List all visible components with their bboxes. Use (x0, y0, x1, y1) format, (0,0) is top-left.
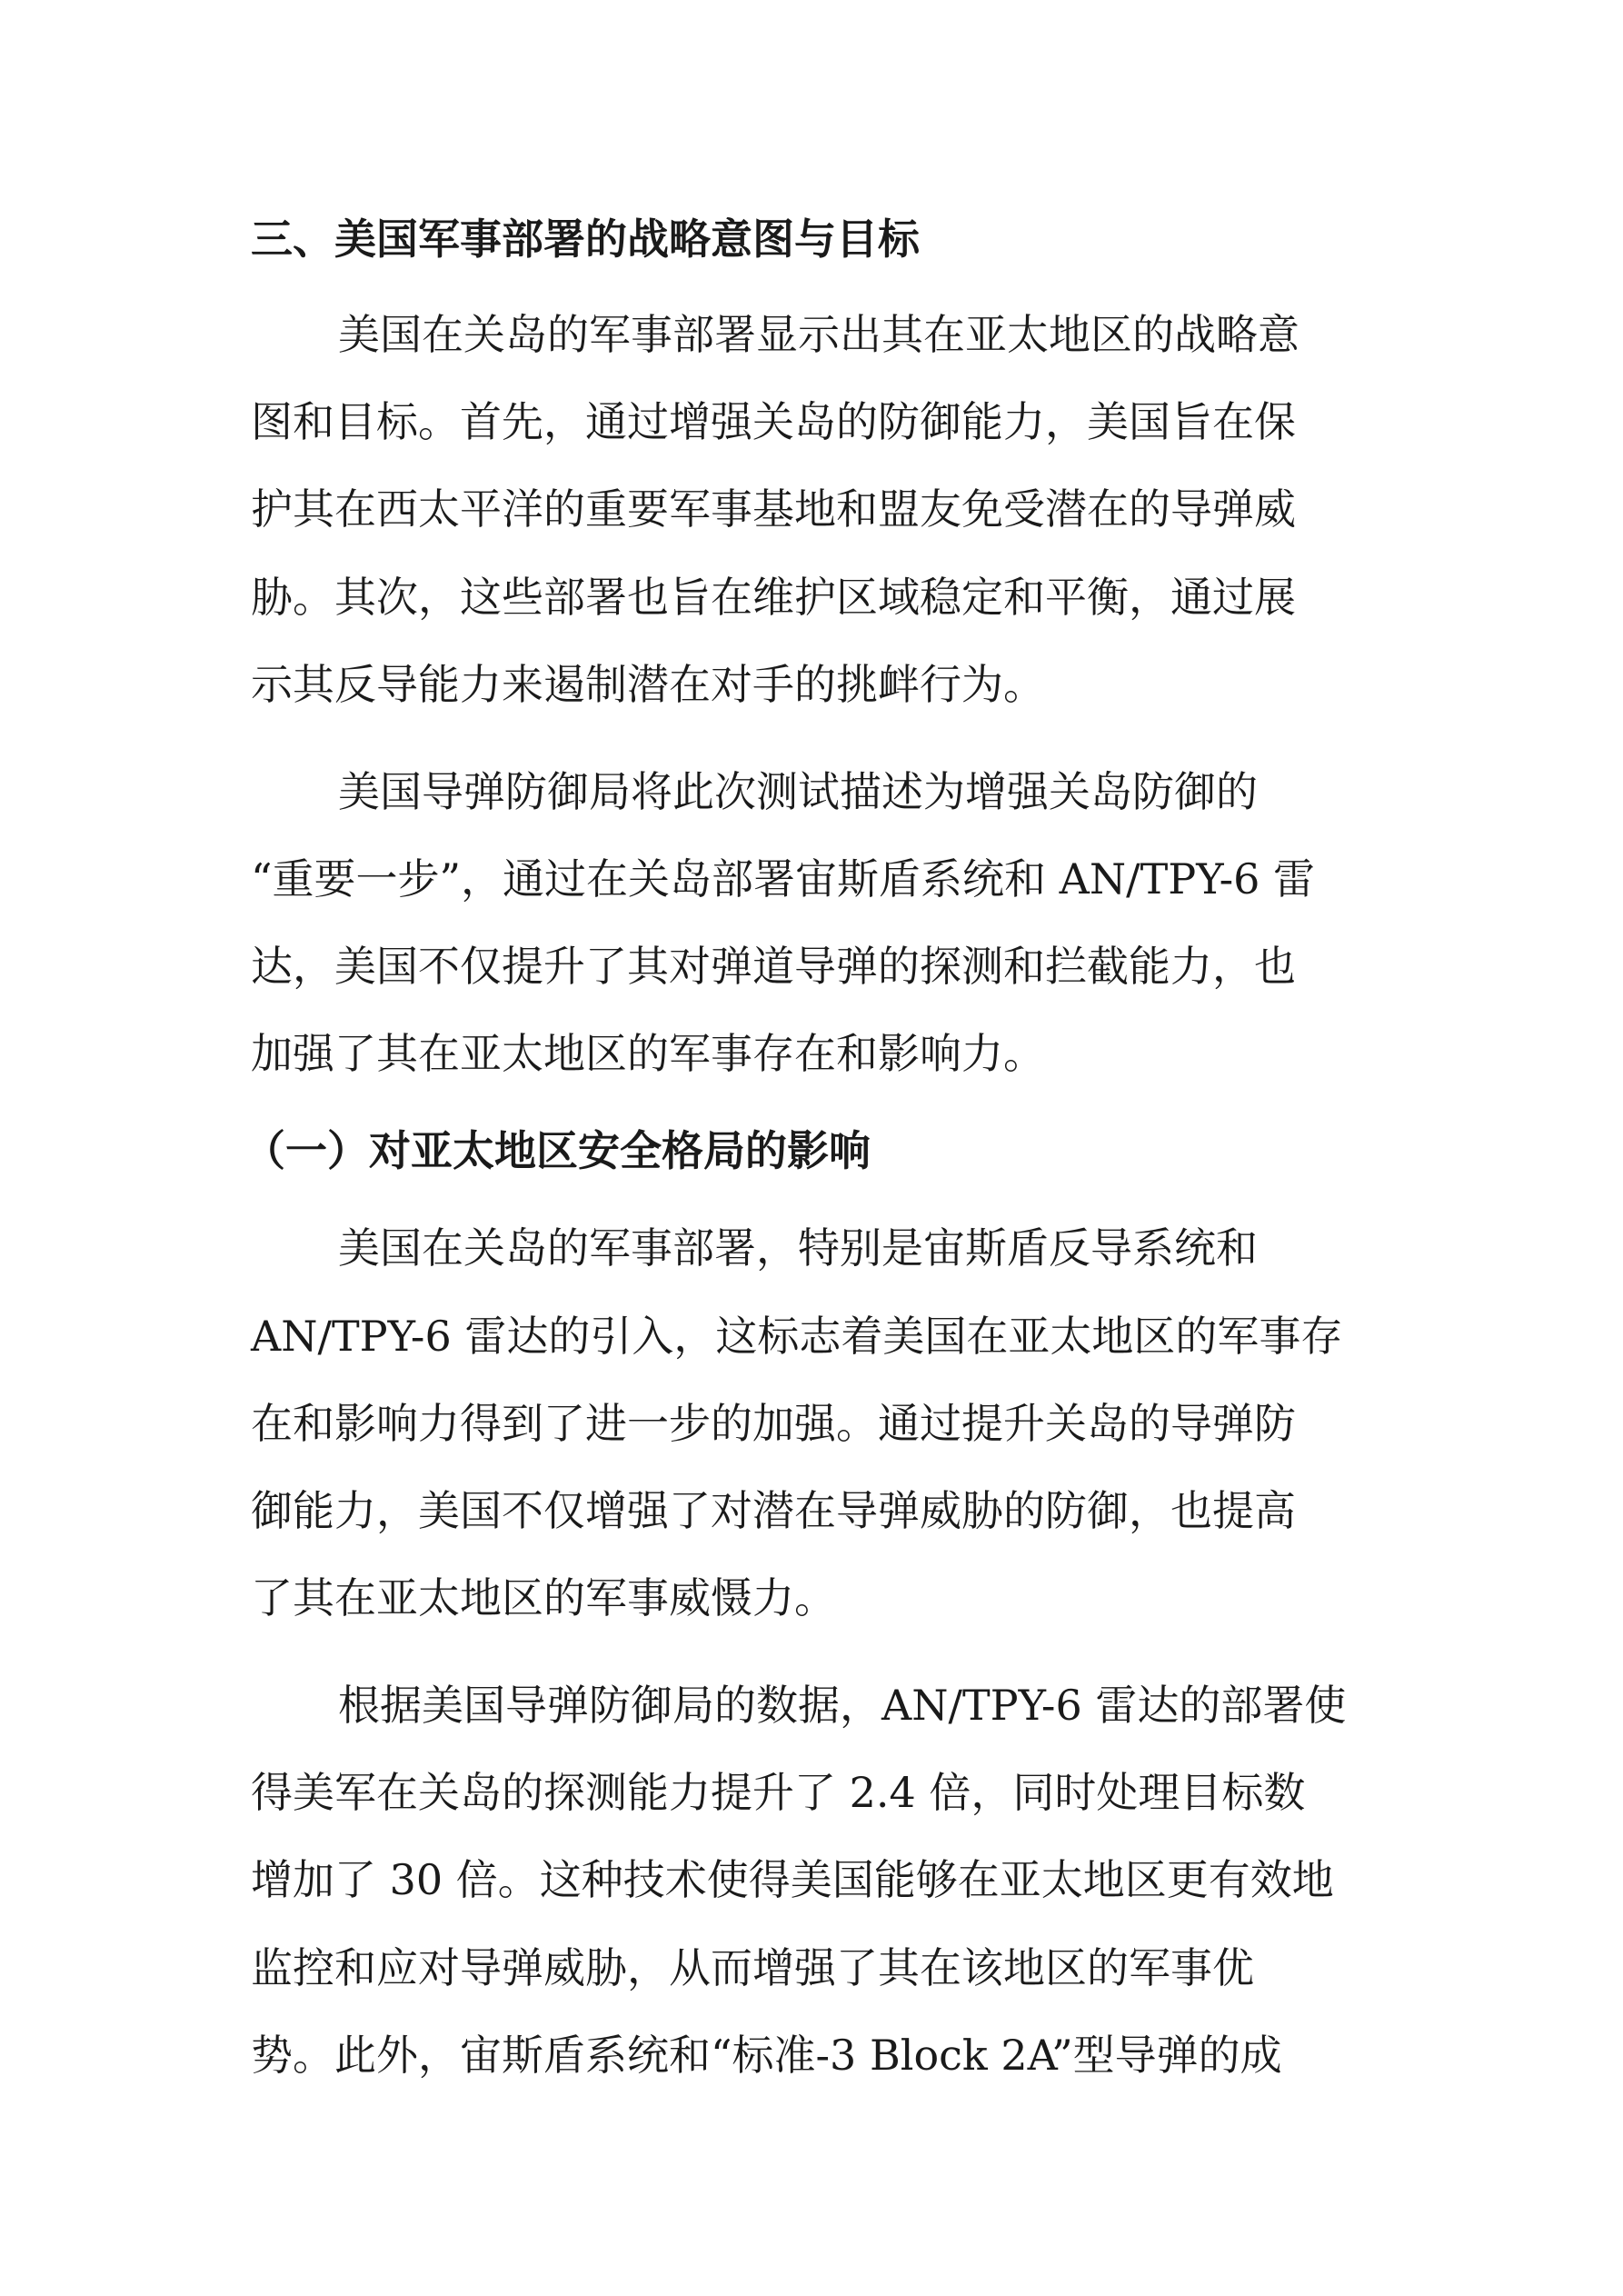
paragraph-4-line-5: 势。此外，宙斯盾系统和“标准-3 Block 2A”型导弹的成 (251, 2031, 1282, 2080)
paragraph-4-line-2: 得美军在关岛的探测能力提升了 2.4 倍，同时处理目标数 (251, 1768, 1306, 1817)
paragraph-3-line-5: 了其在亚太地区的军事威慑力。 (251, 1573, 836, 1622)
paragraph-3-line-3: 在和影响力得到了进一步的加强。通过提升关岛的导弹防 (251, 1399, 1296, 1448)
paragraph-1-line-1: 美国在关岛的军事部署显示出其在亚太地区的战略意 (338, 310, 1299, 359)
paragraph-2-line-3: 达，美国不仅提升了其对弹道导弹的探测和拦截能力，也 (251, 942, 1296, 991)
subsection-heading: （一）对亚太地区安全格局的影响 (244, 1126, 871, 1175)
paragraph-2-line-1: 美国导弹防御局将此次测试描述为增强关岛防御的 (338, 767, 1258, 816)
paragraph-4-line-1: 根据美国导弹防御局的数据，AN/TPY-6 雷达的部署使 (338, 1681, 1347, 1730)
paragraph-1-line-2: 图和目标。首先，通过增强关岛的防御能力，美国旨在保 (251, 397, 1296, 446)
paragraph-3-line-2: AN/TPY-6 雷达的引入，这标志着美国在亚太地区的军事存 (251, 1312, 1343, 1361)
paragraph-4-line-4: 监控和应对导弹威胁，从而增强了其在该地区的军事优 (251, 1943, 1254, 1992)
paragraph-4-line-3: 增加了 30 倍。这种技术使得美国能够在亚太地区更有效地 (251, 1855, 1334, 1904)
paragraph-1-line-4: 胁。其次，这些部署也旨在维护区域稳定和平衡，通过展 (251, 573, 1296, 622)
section-heading: 三、美国军事部署的战略意图与目标 (251, 215, 920, 264)
paragraph-2-line-4: 加强了其在亚太地区的军事存在和影响力。 (251, 1029, 1045, 1078)
paragraph-3-line-4: 御能力，美国不仅增强了对潜在导弹威胁的防御，也提高 (251, 1486, 1296, 1535)
paragraph-3-line-1: 美国在关岛的军事部署，特别是宙斯盾反导系统和 (338, 1223, 1258, 1273)
paragraph-1-line-5: 示其反导能力来遏制潜在对手的挑衅行为。 (251, 660, 1045, 709)
paragraph-1-line-3: 护其在西太平洋的重要军事基地和盟友免受潜在的导弹威 (251, 484, 1296, 534)
paragraph-2-line-2: “重要一步”，通过在关岛部署宙斯盾系统和 AN/TPY-6 雷 (251, 854, 1316, 903)
